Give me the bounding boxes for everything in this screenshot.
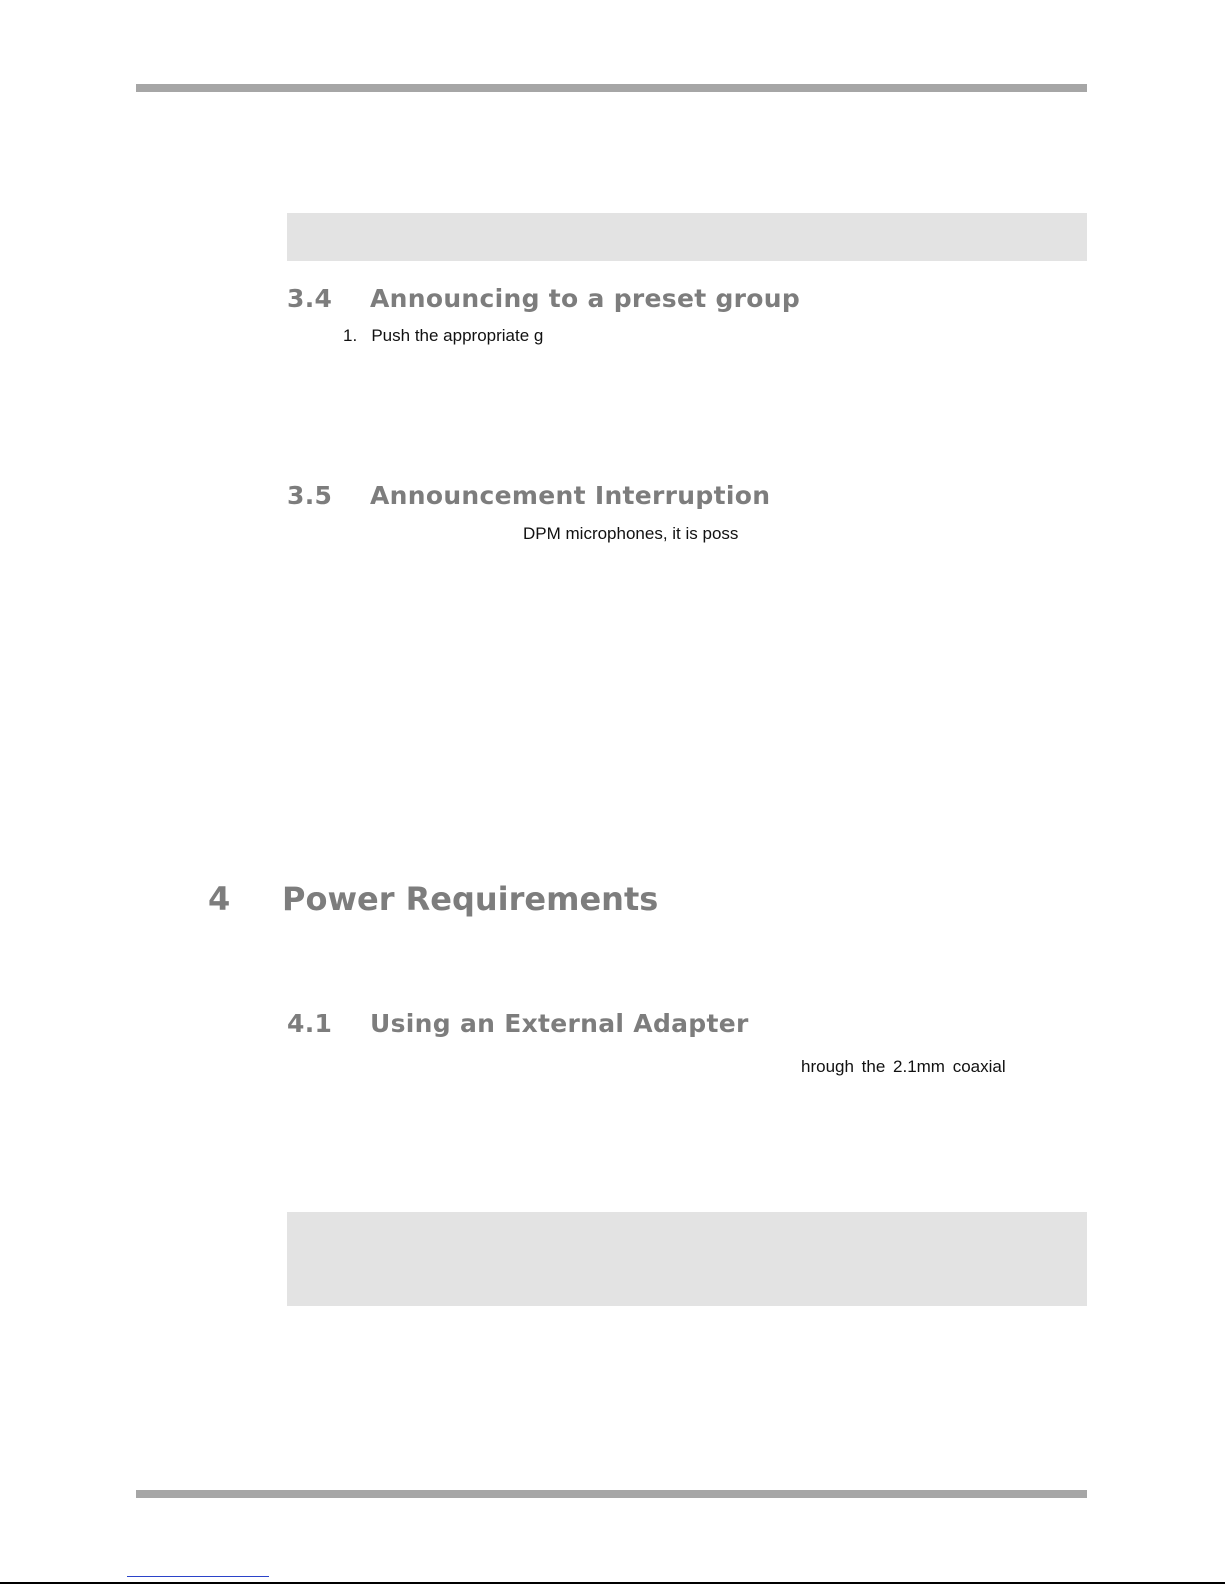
section-number: 3.4 bbox=[287, 284, 333, 313]
footer-link-underline bbox=[127, 1576, 269, 1577]
page-bottom-edge bbox=[0, 1582, 1225, 1584]
list-item: 1. Push the appropriate g bbox=[343, 326, 544, 345]
shaded-note-box bbox=[287, 213, 1087, 261]
section-number: 4.1 bbox=[287, 1009, 333, 1038]
section-title: Using an External Adapter bbox=[370, 1009, 749, 1038]
shaded-note-box bbox=[287, 1212, 1087, 1306]
paragraph-fragment: hrough the 2.1mm coaxial bbox=[801, 1057, 1006, 1076]
chapter-title: Power Requirements bbox=[282, 880, 659, 918]
footer-rule bbox=[136, 1490, 1087, 1498]
section-title: Announcing to a preset group bbox=[370, 284, 801, 313]
header-rule bbox=[136, 84, 1087, 92]
chapter-number: 4 bbox=[208, 880, 231, 918]
section-number: 3.5 bbox=[287, 481, 333, 510]
section-title: Announcement Interruption bbox=[370, 481, 771, 510]
paragraph-fragment: DPM microphones, it is poss bbox=[523, 524, 739, 543]
